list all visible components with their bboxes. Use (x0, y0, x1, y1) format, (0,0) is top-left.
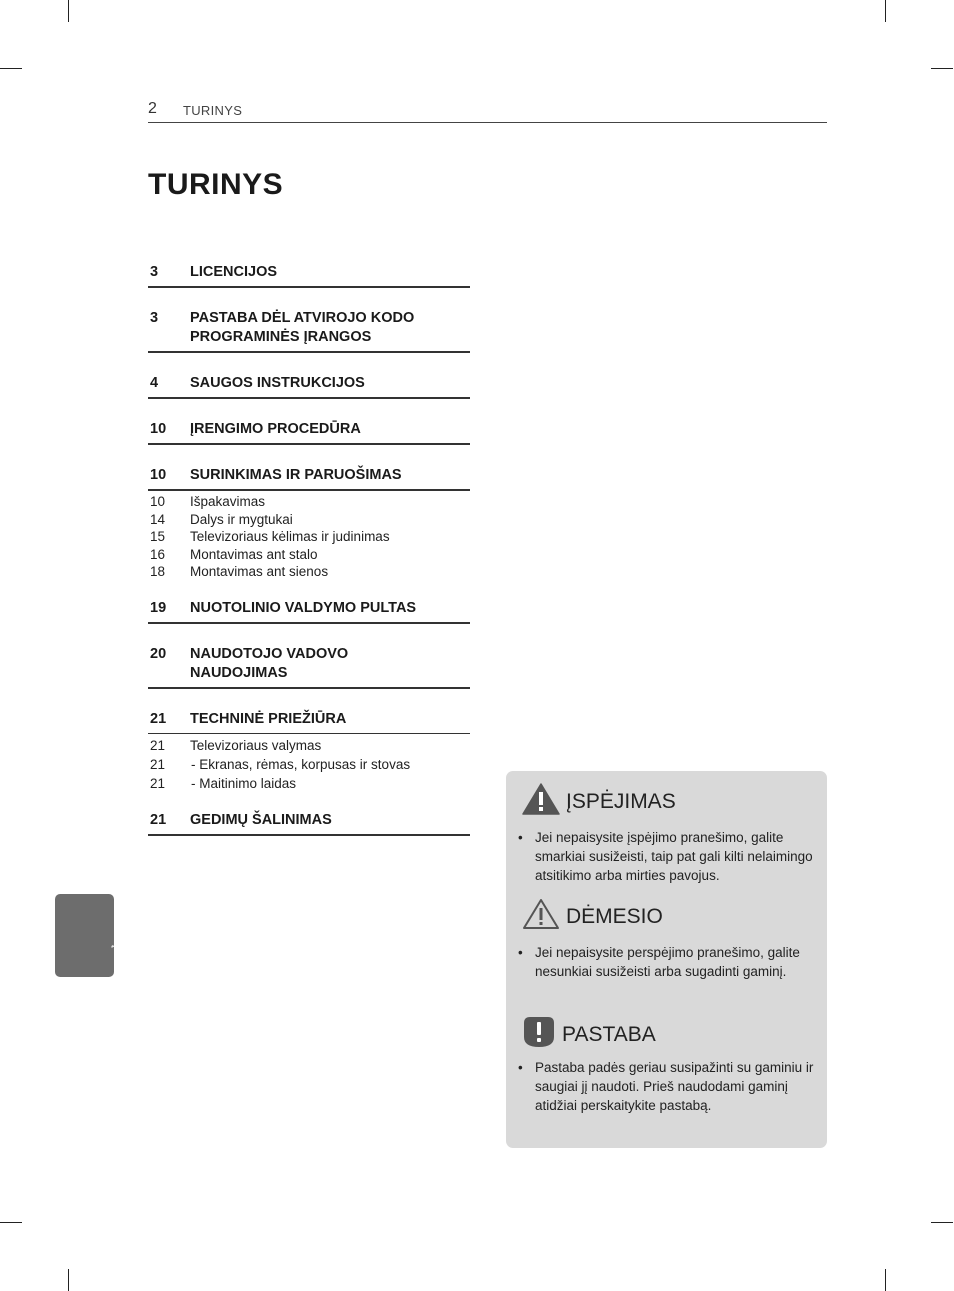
toc-subtitle: Montavimas ant sienos (190, 564, 329, 579)
note-exclamation-icon (522, 1015, 556, 1054)
toc-subtitle: Išpakavimas (190, 494, 266, 509)
toc-page-number: 21 (150, 738, 166, 753)
toc-title: LICENCIJOS (190, 264, 278, 280)
crop-mark (68, 1269, 69, 1291)
toc-page-number: 16 (150, 546, 166, 562)
note-label: PASTABA (562, 1022, 656, 1046)
crop-mark (0, 68, 22, 69)
toc-entry[interactable] (148, 599, 470, 624)
toc-subtitle: Dalys ir mygtukai (190, 511, 293, 527)
toc-page-number: 19 (150, 600, 167, 616)
toc-subentry[interactable] (148, 737, 470, 755)
crop-mark (931, 1222, 953, 1223)
page-title: TURINYS (148, 168, 284, 201)
toc-page-number: 18 (150, 564, 166, 579)
crop-mark (885, 0, 886, 22)
crop-mark (931, 68, 953, 69)
toc-page-number: 21 (150, 711, 167, 727)
toc-entry[interactable] (148, 263, 470, 288)
toc-subentry[interactable] (148, 511, 470, 529)
toc-subtitle: Montavimas ant stalo (190, 546, 318, 562)
toc-page-number: 20 (150, 646, 167, 662)
toc-entry[interactable] (148, 420, 470, 445)
page-number: 2 (148, 100, 157, 117)
caution-triangle-outline-icon (522, 898, 560, 935)
toc-page-number: 4 (150, 375, 159, 391)
toc-entry[interactable] (148, 374, 470, 399)
running-header (148, 100, 827, 123)
toc-title: ĮRENGIMO PROCEDŪRA (190, 421, 361, 437)
toc-title: PASTABA DĖL ATVIROJO KODO PROGRAMINĖS ĮRANGOS (190, 310, 415, 345)
bullet: • (518, 1060, 523, 1075)
toc-subtitle: Televizoriaus valymas (190, 738, 322, 753)
warning-triangle-filled-icon (522, 783, 560, 820)
toc-subtitle: - Maitinimo laidas (191, 776, 297, 791)
note-heading (522, 1015, 656, 1054)
toc-title: NUOTOLINIO VALDYMO PULTAS (190, 600, 417, 616)
toc-page-number: 10 (150, 494, 166, 509)
warning-label: ĮSPĖJIMAS (566, 789, 676, 813)
toc-subentry[interactable] (148, 775, 470, 793)
bullet: • (518, 945, 523, 960)
toc-page-number: 21 (150, 776, 166, 791)
toc-subentry[interactable] (148, 546, 470, 564)
toc-title: GEDIMŲ ŠALINIMAS (190, 812, 332, 828)
toc-page-number: 10 (150, 421, 167, 437)
toc-page-number: 21 (150, 812, 167, 828)
toc-entry[interactable] (148, 466, 470, 491)
crop-mark (885, 1269, 886, 1291)
warning-text: • Jei nepaisysite įspėjimo pranešimo, galite smarkiai susižeisti, taip pat gali kilti nelaimingo atsitikimo arba mirties pavojus. (518, 830, 813, 883)
caution-heading (522, 898, 663, 935)
language-side-tab (55, 894, 126, 977)
note-text: • Pastaba padės geriau susipažinti su gaminiu ir saugiai jį naudoti. Prieš naudodami gaminį atidžiai perskaitykite pastabą. (518, 1060, 814, 1113)
safety-notes-box (506, 771, 827, 1148)
toc-subtitle: - Ekranas, rėmas, korpusas ir stovas (191, 757, 411, 772)
toc-subentry[interactable] (148, 528, 470, 546)
toc-subentry[interactable] (148, 756, 470, 774)
toc-subentry[interactable] (148, 493, 470, 511)
toc-title: NAUDOTOJO VADOVO NAUDOJIMAS (190, 646, 349, 681)
caution-text: • Jei nepaisysite perspėjimo pranešimo, galite nesunkiai susižeisti arba sugadinti gaminį. (518, 945, 800, 979)
language-label: Lietuvių k. (111, 896, 126, 965)
toc-page-number: 3 (150, 264, 159, 280)
crop-mark (0, 1222, 22, 1223)
toc-title: TECHNINĖ PRIEŽIŪRA (190, 711, 347, 727)
running-header-title: TURINYS (183, 103, 243, 118)
toc-entry[interactable] (148, 645, 470, 689)
caution-label: DĖMESIO (566, 904, 663, 928)
toc-entry[interactable] (148, 811, 470, 836)
toc-page-number: 21 (150, 757, 166, 772)
toc-page-number: 14 (150, 511, 166, 527)
toc-entry[interactable] (148, 710, 470, 734)
toc-page-number: 3 (150, 310, 159, 326)
toc-page-number: 10 (150, 467, 167, 483)
toc-subtitle: Televizoriaus kėlimas ir judinimas (190, 529, 390, 544)
toc-subentry[interactable] (148, 563, 470, 581)
crop-mark (68, 0, 69, 22)
toc-page-number: 15 (150, 529, 166, 544)
warning-heading (522, 783, 676, 820)
bullet: • (518, 830, 523, 845)
toc-title: SURINKIMAS IR PARUOŠIMAS (190, 467, 402, 483)
toc-title: SAUGOS INSTRUKCIJOS (190, 375, 365, 391)
toc-entry[interactable] (148, 309, 470, 353)
